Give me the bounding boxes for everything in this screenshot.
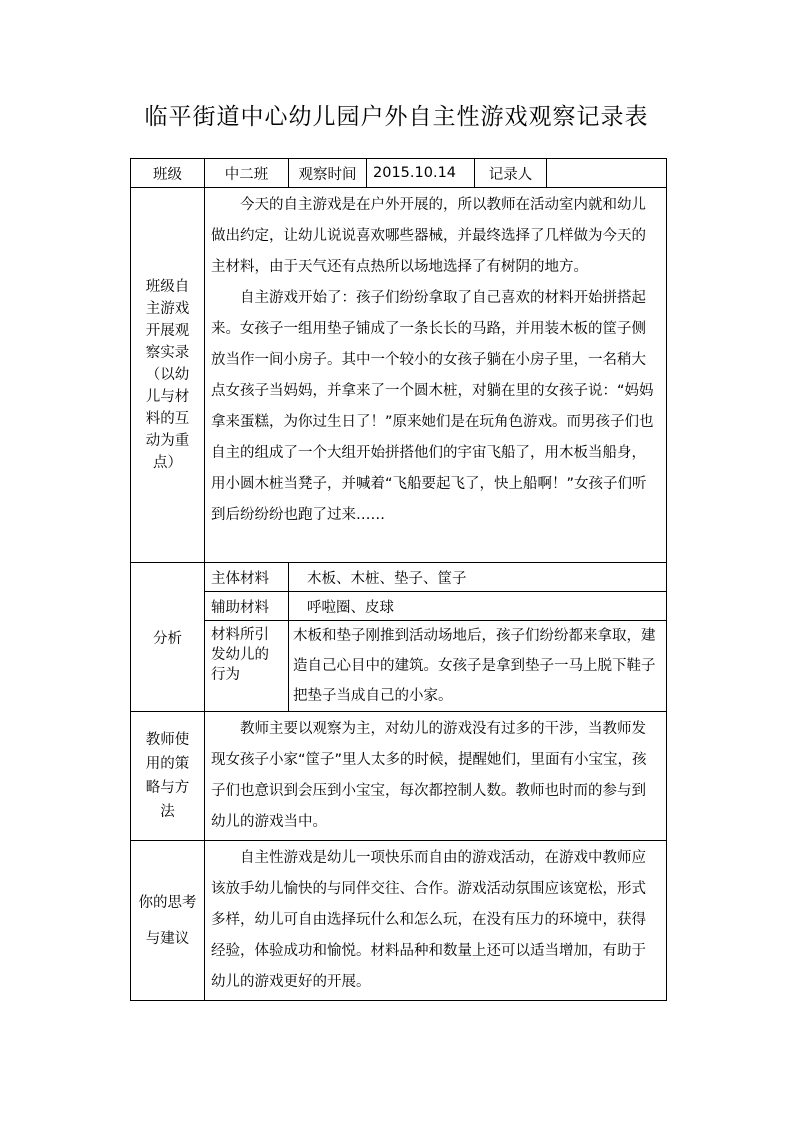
recorder-value — [547, 159, 667, 188]
observation-text — [205, 188, 667, 563]
recorder-label: 记录人 — [475, 159, 547, 188]
time-value: 2015.10.14 — [367, 159, 475, 188]
header-row — [131, 159, 667, 188]
main-material-value: 木板、木桩、垫子、筐子 — [289, 563, 667, 592]
reflection-paragraph: 自主性游戏是幼儿一项快乐而自由的游戏活动，在游戏中教师应该放手幼儿愉快的与同伴交往、合作。游戏活动氛围应该宽松，形式多样，幼儿可自由选择玩什么和怎么玩，在没有压力的环境中，获得经验，体验成功和愉悦。材料品种和数量上还可以适当增加，有助于幼儿的游戏更好的开展。 — [211, 850, 646, 990]
main-material-label: 主体材料 — [205, 563, 289, 592]
analysis-behavior-row — [131, 621, 667, 712]
aux-material-label: 辅助材料 — [205, 592, 289, 621]
time-label: 观察时间 — [289, 159, 367, 188]
strategy-row — [131, 712, 667, 841]
behavior-label: 材料所引发幼儿的行为 — [205, 621, 289, 712]
analysis-main-row — [131, 563, 667, 592]
observation-row — [131, 188, 667, 563]
reflection-row — [131, 841, 667, 1001]
strategy-text — [205, 712, 667, 841]
aux-material-value: 呼啦圈、皮球 — [289, 592, 667, 621]
class-value: 中二班 — [205, 159, 289, 188]
behavior-value: 木板和垫子刚推到活动场地后，孩子们纷纷都来拿取，建造自己心目中的建筑。女孩子是拿到垫子一马上脱下鞋子把垫子当成自己的小家。 — [289, 621, 667, 712]
strategy-label: 教师使用的策略与方法 — [131, 712, 205, 841]
observation-paragraph: 今天的自主游戏是在户外开展的，所以教师在活动室内就和幼儿做出约定，让幼儿说说喜欢哪些器械，并最终选择了几样做为今天的主材料，由于天气还有点热所以场地选择了有树阴的地方。 — [211, 197, 646, 275]
observation-label: 班级自主游戏开展观察实录（以幼儿与材料的互动为重点） — [131, 188, 205, 563]
observation-record-table — [130, 158, 667, 1001]
observation-paragraph: 自主游戏开始了：孩子们纷纷拿取了自己喜欢的材料开始拼搭起来。女孩子一组用垫子铺成了一条长长的马路，并用装木板的筐子侧放当作一间小房子。其中一个较小的女孩子躺在小房子里，一名稍大点女孩子当妈妈，并拿来了一个圆木桩，对躺在里的女孩子说：“妈妈拿来蛋糕，为你过生日了！”原来她们是在玩角色游戏。而男孩子们也自主的组成了一个大组开始拼搭他们的宇宙飞船了，用木板当船身，用小圆木桩当凳子，并喊着“飞船要起飞了，快上船啊！”女孩子们听到后纷纷纷也跑了过来…… — [211, 290, 654, 523]
class-label: 班级 — [131, 159, 205, 188]
analysis-aux-row — [131, 592, 667, 621]
reflection-label: 你的思考与建议 — [131, 841, 205, 1001]
analysis-label: 分析 — [131, 563, 205, 712]
strategy-paragraph: 教师主要以观察为主，对幼儿的游戏没有过多的干涉，当教师发现女孩子小家“筐子”里人太多的时候，提醒她们，里面有小宝宝，孩子们也意识到会压到小宝宝，每次都控制人数。教师也时而的参与到幼儿的游戏当中。 — [211, 721, 647, 830]
reflection-text — [205, 841, 667, 1001]
page-title: 临平街道中心幼儿园户外自主性游戏观察记录表 — [144, 104, 649, 130]
